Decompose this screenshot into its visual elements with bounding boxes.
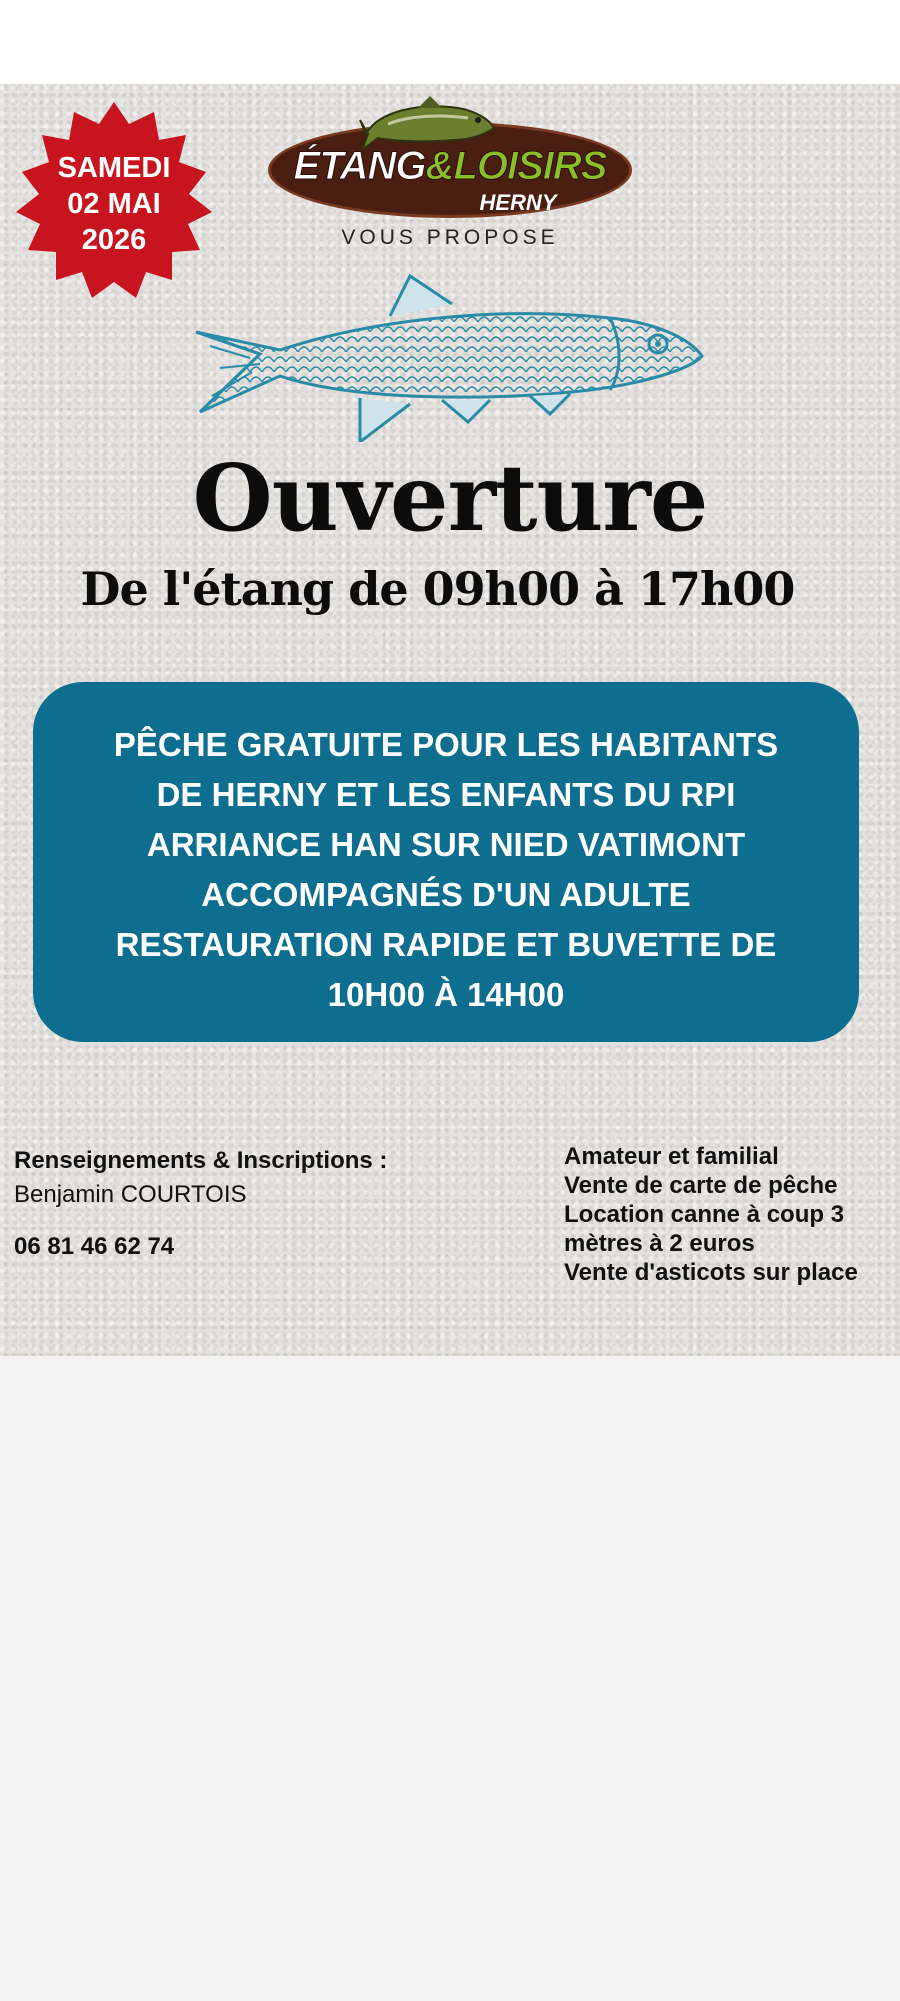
logo-word-etang: ÉTANG [293, 144, 426, 188]
page-title: Ouverture [192, 444, 708, 552]
feature-item: Amateur et familial [564, 1143, 779, 1170]
contact-block [14, 1144, 494, 1264]
logo-ampersand: & [425, 144, 454, 188]
info-line: RESTAURATION RAPIDE ET BUVETTE DE [115, 926, 777, 963]
features-list [564, 1142, 900, 1287]
date-badge [14, 102, 214, 302]
badge-year: 2026 [81, 224, 147, 256]
fish-illustration [190, 272, 710, 442]
date-badge-text [14, 150, 214, 258]
feature-item: Vente d'asticots sur place [564, 1259, 858, 1286]
contact-label: Renseignements & Inscriptions : [14, 1147, 388, 1174]
feature-item: mètres à 2 euros [564, 1230, 755, 1257]
badge-day: SAMEDI [57, 152, 171, 184]
contact-phone: 06 81 46 62 74 [14, 1233, 175, 1260]
top-margin [0, 0, 900, 84]
info-line: 10H00 À 14H00 [327, 976, 565, 1013]
info-line: ACCOMPAGNÉS D'UN ADULTE [201, 876, 691, 913]
logo-herny: HERNY [479, 190, 557, 215]
contact-name: Benjamin COURTOIS [14, 1181, 247, 1208]
logo-name [268, 144, 632, 189]
tagline: VOUS PROPOSE [341, 226, 559, 249]
feature-item: Vente de carte de pêche [564, 1172, 838, 1199]
event-poster [0, 84, 900, 1356]
badge-date: 02 MAI [67, 188, 161, 220]
etang-loisirs-logo [268, 94, 632, 226]
logo-word-loisirs: LOISIRS [453, 144, 607, 188]
opening-hours: De l'étang de 09h00 à 17h00 [80, 562, 795, 616]
info-line: DE HERNY ET LES ENFANTS DU RPI [156, 776, 736, 813]
info-line: ARRIANCE HAN SUR NIED VATIMONT [146, 826, 746, 863]
info-line: PÊCHE GRATUITE POUR LES HABITANTS [113, 726, 779, 763]
feature-item: Location canne à coup 3 [564, 1201, 845, 1228]
info-box [33, 682, 859, 1042]
